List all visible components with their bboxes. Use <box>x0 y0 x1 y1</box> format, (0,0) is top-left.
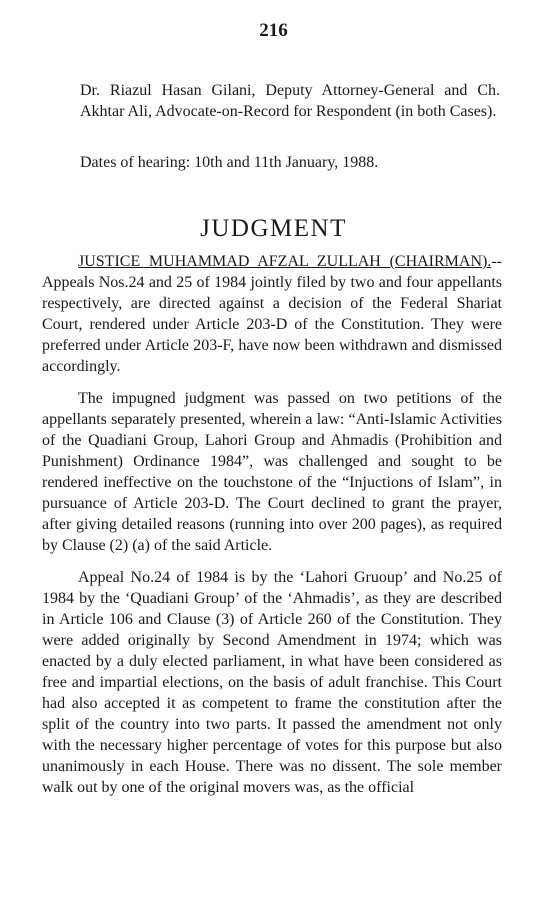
page-number: 216 <box>259 20 288 41</box>
judge-name: JUSTICE MUHAMMAD AFZAL ZULLAH (CHAIRMAN). <box>78 253 492 270</box>
paragraph-1 <box>42 251 502 377</box>
paragraph-2: The impugned judgment was passed on two petitions of the appellants separately presented, wherein a law: “Anti-Islamic Activities of the Quadiani Group, Lahori Group and Ahmadis (Prohibition and Punishment) Ordinance 1984”, was challenged and sought to be rendered ineffective on the touchstone of the “Injuctions of Islam”, in pursuance of Article 203-D. The Court declined to grant the prayer, after giving detailed reasons (running into over 200 pages), as required by Clause (2) (a) of the said Article. <box>42 390 502 554</box>
counsel-block <box>80 80 500 122</box>
paragraph-3: Appeal No.24 of 1984 is by the ‘Lahori Gruoup’ and No.25 of 1984 by the ‘Quadiani Group’ of the ‘Ahmadis’, as they are described in Article 106 and Clause (3) of Article 260 of the Constitution. They were added originally by Second Amendment in 1974; which was enacted by a duly elected parliament, in what have been considered as free and impartial elections, on the basis of adult franchise. This Court had also accepted it as competent to frame the constitution after the split of the country into two parts. It passed the amendment not only with the necessary higher percentage of votes for this purpose but also unanimously in each House. There was no dissent. The sole member walk out by one of the original movers was, as the official <box>42 569 502 796</box>
paragraph-1-text: --Appeals Nos.24 and 25 of 1984 jointly filed by two and four appellants respectively, are directed against a decision of the Federal Shariat Court, rendered under Article 203-D of the Constitution. They were preferred under Article 203-F, have now been withdrawn and dismissed accordingly. <box>42 253 502 375</box>
judgment-body <box>42 251 502 809</box>
judgment-heading: JUDGMENT <box>200 215 347 242</box>
counsel-text: Dr. Riazul Hasan Gilani, Deputy Attorney-General and Ch. Akhtar Ali, Advocate-on-Record for Respondent (in both Cases). <box>80 82 500 120</box>
hearing-dates: Dates of hearing: 10th and 11th January, 1988. <box>80 154 379 171</box>
